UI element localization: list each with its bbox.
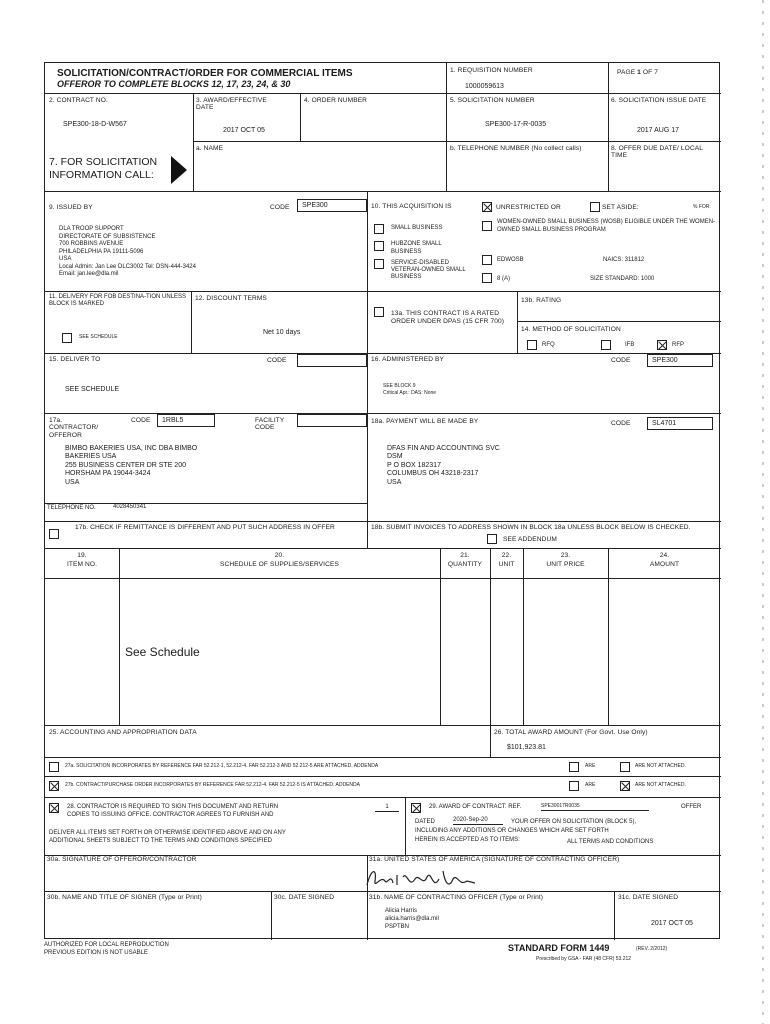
- officer-org: PSPTBN: [385, 924, 410, 930]
- size-standard: SIZE STANDARD: 1000: [590, 276, 655, 282]
- administered-label: 16. ADMINISTERED BY: [371, 356, 444, 363]
- footer-sf: STANDARD FORM 1449: [508, 943, 610, 953]
- clause-27b-are-checkbox[interactable]: [569, 781, 579, 791]
- officer-signature-icon: [363, 863, 493, 893]
- clause-29-line2: YOUR OFFER ON SOLICITATION (BLOCK 5),: [511, 819, 637, 825]
- requisition-number: 1000059613: [465, 83, 504, 90]
- ifb-checkbox[interactable]: [601, 340, 611, 350]
- wosb-label: WOMEN-OWNED SMALL BUSINESS (WOSB) ELIGIBLE UNDER THE WOMEN-OWNED SMALL BUSINESS PROGRAM: [497, 219, 716, 233]
- telephone-number: 4028450341: [113, 504, 147, 510]
- small-business-checkbox[interactable]: [374, 224, 384, 234]
- clause-29-date: 2020-Sep-20: [453, 817, 503, 825]
- offer-due-label: 8. OFFER DUE DATE/ LOCAL TIME: [611, 145, 703, 160]
- issued-code-box: [297, 199, 367, 212]
- contractor-code-box: [157, 414, 215, 427]
- deliver-code-label: CODE: [267, 357, 287, 364]
- clause-29-offer: OFFER: [681, 804, 702, 810]
- total-award-amount: $101,923.81: [507, 744, 546, 751]
- clause-27b-are-not: ARE NOT ATTACHED.: [635, 782, 686, 788]
- hubzone-label: HUBZONE SMALL BUSINESS: [391, 241, 442, 255]
- remittance-checkbox[interactable]: [49, 529, 59, 539]
- arrow-right-icon: [171, 156, 187, 184]
- payment-code-label: CODE: [611, 420, 631, 427]
- officer-date: 2017 OCT 05: [651, 920, 693, 927]
- contractor-date-label: 30c. DATE SIGNED: [274, 894, 335, 901]
- requisition-label: 1. REQUISITION NUMBER: [450, 67, 533, 74]
- ifb-label: IFB: [625, 342, 635, 348]
- officer-date-label: 31c. DATE SIGNED: [618, 894, 679, 901]
- footer-auth: AUTHORIZED FOR LOCAL REPRODUCTION: [44, 942, 169, 948]
- clause-27a-are: ARE: [585, 763, 596, 769]
- officer-email: alicia.harris@dla.mil: [385, 916, 439, 922]
- deliver-to-value: SEE SCHEDULE: [65, 386, 120, 393]
- admin-code-label: CODE: [611, 357, 631, 364]
- officer-name-label: 31b. NAME OF CONTRACTING OFFICER (Type or Print): [369, 894, 544, 901]
- contractor-sign-checkbox[interactable]: [49, 803, 59, 813]
- sf1449-form: [44, 62, 720, 939]
- clause-27a-are-not: ARE NOT ATTACHED.: [635, 763, 686, 769]
- contract-no: SPE300-18-D-W567: [63, 121, 127, 128]
- clause-29-line4: HEREIN IS ACCEPTED AS TO ITEMS:: [415, 837, 520, 843]
- col-unit-num: 22.: [501, 552, 512, 559]
- clause-28-label: 28. CONTRACTOR IS REQUIRED TO SIGN THIS DOCUMENT AND RETURN: [67, 804, 279, 810]
- issued-address: DLA TROOP SUPPORT DIRECTORATE OF SUBSISTENCE 700 ROBBINS AVENUE PHILADELPHIA PA 19111-5096 USA Local Admin: Jan Lee DLC3002 Tel: DSN-444-3424 Email: jan.lee@dla.mil: [59, 226, 196, 277]
- rated-order-label: 13a. THIS CONTRACT IS A RATED ORDER UNDER DPAS (15 CFR 700): [391, 310, 505, 325]
- fob-schedule-checkbox[interactable]: [62, 333, 72, 343]
- sdvosb-checkbox[interactable]: [374, 259, 384, 269]
- contract-no-label: 2. CONTRACT NO.: [49, 97, 108, 104]
- remittance-label: 17b. CHECK IF REMITTANCE IS DIFFERENT AND PUT SUCH ADDRESS IN OFFER: [75, 524, 335, 531]
- rfp-label: RFP: [672, 342, 684, 348]
- clause-29-line5: ALL TERMS AND CONDITIONS: [567, 839, 654, 845]
- clause-29-ref: SPE30017R0035: [541, 804, 649, 811]
- clause-27b-label: 27b. CONTRACT/PURCHASE ORDER INCORPORATES BY REFERENCE FAR 52.212-4. FAR 52.212-5 IS ATTACHED. ADDENDA: [65, 782, 360, 788]
- award-date-label: 3. AWARD/EFFECTIVE DATE: [196, 97, 267, 112]
- wosb-checkbox[interactable]: [482, 221, 492, 231]
- unrestricted-label: UNRESTRICTED OR: [496, 204, 561, 211]
- scan-edge: [762, 0, 764, 1024]
- hubzone-checkbox[interactable]: [374, 241, 384, 251]
- rated-order-checkbox[interactable]: [374, 307, 384, 317]
- footer-rev: (REV. 2/2012): [636, 946, 668, 952]
- clause-27a-are-checkbox[interactable]: [569, 762, 579, 772]
- officer-signature-label: 31a. UNITED STATES OF AMERICA (SIGNATURE OF CONTRACTING OFFICER): [369, 856, 620, 863]
- rfq-checkbox[interactable]: [527, 340, 537, 350]
- payment-label: 18a. PAYMENT WILL BE MADE BY: [371, 418, 479, 425]
- issued-by-label: 9. ISSUED BY: [49, 204, 93, 211]
- col-schedule-num: 20.: [274, 552, 285, 559]
- award-date: 2017 OCT 05: [223, 127, 265, 134]
- clause-27a-label: 27a. SOLICITATION INCORPORATES BY REFERENCE FAR 52.212-1, 52.212-4. FAR 52.212-3 AND 52.212-5 ARE ATTACHED. ADDENDA: [65, 763, 379, 769]
- edwosb-label: EDWOSB: [497, 257, 524, 263]
- contractor-code-label: CODE: [131, 417, 151, 424]
- clause-28-line4: ADDITIONAL SHEETS SUBJECT TO THE TERMS AND CONDITIONS SPECIFIED: [49, 838, 272, 844]
- deliver-to-label: 15. DELIVER TO: [49, 356, 101, 363]
- clause-27b-checkbox[interactable]: [49, 781, 59, 791]
- payment-code: SL4701: [652, 420, 677, 427]
- officer-name: Alicia Harris: [385, 908, 418, 914]
- solicitation-number-label: 5. SOLICITATION NUMBER: [450, 97, 535, 104]
- percent-for-label: % FOR:: [693, 204, 711, 210]
- clause-27a-checkbox[interactable]: [49, 762, 59, 772]
- method-label: 14. METHOD OF SOLICITATION: [521, 326, 621, 333]
- clause-29-dated: DATED: [415, 819, 435, 825]
- clause-28-line3: DELIVER ALL ITEMS SET FORTH OR OTHERWISE IDENTIFIED ABOVE AND ON ANY: [49, 830, 286, 836]
- payment-address: DFAS FIN AND ACCOUNTING SVC DSM P O BOX 182317 COLUMBUS OH 43218-2317 USA: [387, 445, 500, 486]
- contractor-label: 17a. CONTRACTOR/ OFFEROR: [49, 417, 99, 439]
- award-checkbox[interactable]: [411, 803, 421, 813]
- submit-invoices-label: 18b. SUBMIT INVOICES TO ADDRESS SHOWN IN BLOCK 18a UNLESS BLOCK BELOW IS CHECKED.: [371, 524, 691, 531]
- rating-label: 13b. RATING: [521, 297, 562, 304]
- edwosb-checkbox[interactable]: [482, 255, 492, 265]
- addendum-checkbox[interactable]: [487, 534, 497, 544]
- clause-27a-are-not-checkbox[interactable]: [620, 762, 630, 772]
- footer-prescribed: Prescribed by GSA - FAR (48 CFR) 53.212: [536, 956, 632, 962]
- eight-a-label: 8 (A): [497, 276, 511, 282]
- payment-code-box: [647, 417, 713, 430]
- sdvosb-label: SERVICE-DISABLED VETERAN-OWNED SMALL BUSINESS: [391, 260, 466, 281]
- unrestricted-checkbox[interactable]: [482, 202, 492, 212]
- naics-code: NAICS: 311812: [603, 257, 645, 263]
- fob-label: 11. DELIVERY FOR FOB DESTINA-TION UNLESS BLOCK IS MARKED: [49, 294, 187, 308]
- accounting-label: 25. ACCOUNTING AND APPROPRIATION DATA: [49, 729, 197, 736]
- set-aside-checkbox[interactable]: [590, 202, 600, 212]
- clause-27b-are: ARE: [585, 782, 596, 788]
- set-aside-label: SET ASIDE:: [602, 204, 639, 211]
- form-subtitle: OFFEROR TO COMPLETE BLOCKS 12, 17, 23, 24, & 30: [57, 79, 291, 89]
- col-item-no: ITEM NO.: [66, 561, 98, 568]
- page-indicator: PAGE 1 OF 7: [617, 69, 658, 76]
- telephone-label: TELEPHONE NO.: [47, 505, 96, 511]
- order-number-label: 4. ORDER NUMBER: [304, 97, 368, 104]
- admin-line2: Critical Apr.: DAS: None: [383, 390, 437, 396]
- form-title: SOLICITATION/CONTRACT/ORDER FOR COMMERCIAL ITEMS: [57, 68, 353, 79]
- rfp-checkbox[interactable]: [657, 340, 667, 350]
- deliver-code-box: [297, 354, 367, 367]
- clause-29-line3: INCLUDING ANY ADDITIONS OR CHANGES WHICH ARE SET FORTH: [415, 828, 609, 834]
- col-schedule: SCHEDULE OF SUPPLIES/SERVICES: [220, 561, 339, 568]
- issued-code-label: CODE: [270, 204, 290, 211]
- solicitation-number: SPE300-17-R-0035: [485, 121, 547, 128]
- discount-terms: Net 10 days: [263, 329, 301, 336]
- facility-code-box: [297, 414, 367, 427]
- admin-code: SPE300: [652, 357, 678, 364]
- contractor-address: BIMBO BAKERIES USA, INC DBA BIMBO BAKERIES USA 255 BUSINESS CENTER DR STE 200 HORSHAM PA 19044-3424 USA: [65, 445, 198, 486]
- total-award-label: 26. TOTAL AWARD AMOUNT (For Govt. Use Only): [494, 729, 648, 736]
- solicitation-date: 2017 AUG 17: [637, 127, 680, 134]
- col-unit-price: UNIT PRICE: [546, 561, 585, 568]
- col-unit-price-num: 23.: [560, 552, 571, 559]
- clause-27b-are-not-checkbox[interactable]: [620, 781, 630, 791]
- admin-line1: SEE BLOCK 9: [383, 383, 416, 389]
- addendum-label: SEE ADDENDUM: [503, 536, 557, 543]
- footer-prev: PREVIOUS EDITION IS NOT USABLE: [44, 950, 148, 956]
- clause-28-copies: 1: [375, 804, 399, 812]
- clause-29-label: 29. AWARD OF CONTRACT: REF.: [429, 804, 522, 810]
- admin-code-box: [647, 354, 713, 367]
- col-item-num: 19.: [77, 552, 87, 559]
- eight-a-checkbox[interactable]: [482, 273, 492, 283]
- col-quantity: QUANTITY: [447, 561, 483, 568]
- col-quantity-num: 21.: [460, 552, 470, 559]
- solicitation-date-label: 6. SOLICITATION ISSUE DATE: [611, 97, 707, 104]
- offeror-signature-label: 30a. SIGNATURE OF OFFEROR/CONTRACTOR: [47, 856, 197, 863]
- phone-label: b. TELEPHONE NUMBER (No collect calls): [450, 145, 582, 152]
- fob-schedule-label: SEE SCHEDULE: [79, 334, 118, 340]
- signer-name-label: 30b. NAME AND TITLE OF SIGNER (Type or Print): [47, 894, 202, 901]
- clause-28-line2: COPIES TO ISSUING OFFICE. CONTRACTOR AGREES TO FURNISH AND: [67, 812, 274, 818]
- schedule-body: See Schedule: [125, 645, 200, 659]
- info-call-label: 7. FOR SOLICITATION INFORMATION CALL:: [49, 156, 158, 181]
- rfq-label: RFQ: [542, 342, 555, 348]
- discount-label: 12. DISCOUNT TERMS: [195, 295, 267, 302]
- col-amount-num: 24.: [659, 552, 670, 559]
- acquisition-label: 10. THIS ACQUISITION IS: [371, 203, 452, 210]
- issued-code: SPE300: [302, 202, 328, 209]
- col-unit: UNIT: [498, 561, 515, 568]
- small-business-label: SMALL BUSINESS: [391, 225, 443, 231]
- col-amount: AMOUNT: [649, 561, 680, 568]
- facility-code-label: FACILITY CODE: [255, 417, 285, 432]
- name-label: a. NAME: [196, 145, 224, 152]
- contractor-code: 1RBL5: [162, 417, 184, 424]
